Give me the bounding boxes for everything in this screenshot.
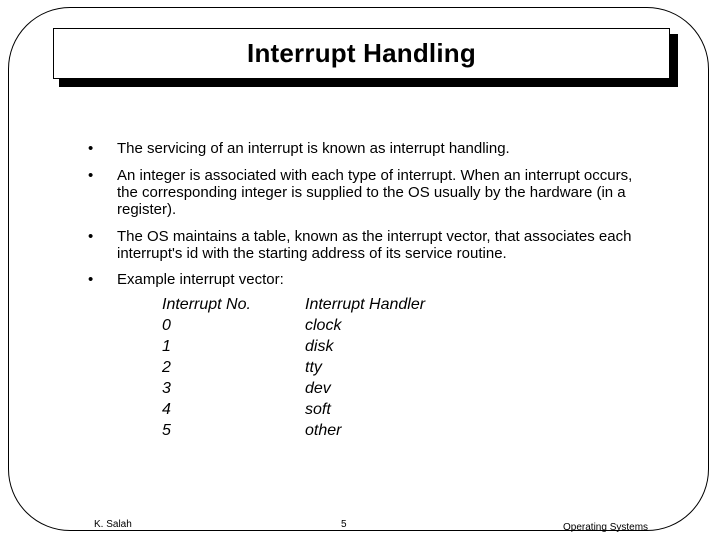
bullet-item [88, 271, 284, 288]
table-cell: 3 [162, 380, 171, 397]
table-cell: disk [305, 338, 334, 355]
bullet-dot-icon: • [88, 228, 94, 245]
footer-page-number: 5 [341, 519, 347, 530]
interrupt-number-column [162, 294, 282, 441]
bullet-text: The servicing of an interrupt is known as interrupt handling. [117, 140, 510, 157]
table-cell: 0 [162, 317, 171, 334]
table-cell: 5 [162, 422, 171, 439]
table-cell: dev [305, 380, 331, 397]
table-cell: 4 [162, 401, 171, 418]
title-box [53, 28, 670, 79]
interrupt-handler-column [305, 294, 465, 441]
table-cell: 2 [162, 359, 171, 376]
table-cell: 1 [162, 338, 171, 355]
bullet-text: Example interrupt vector: [117, 271, 284, 288]
table-cell: tty [305, 359, 322, 376]
table-cell: other [305, 422, 342, 439]
bullet-item [88, 167, 637, 218]
slide-title: Interrupt Handling [247, 38, 476, 68]
footer-author: K. Salah [94, 519, 132, 530]
bullet-dot-icon: • [88, 140, 94, 157]
bullet-dot-icon: • [88, 271, 94, 288]
bullet-dot-icon: • [88, 167, 94, 184]
table-header: Interrupt No. [162, 296, 251, 313]
bullet-item [88, 140, 510, 157]
footer-course: Operating Systems [563, 522, 649, 533]
table-header: Interrupt Handler [305, 296, 426, 313]
table-cell: soft [305, 401, 331, 418]
bullet-text: The OS maintains a table, known as the interrupt vector, that associates each interrupt's id with the starting address of its service routine. [117, 228, 632, 262]
bullet-item [88, 228, 677, 262]
table-cell: clock [305, 317, 342, 334]
bullet-text: An integer is associated with each type of interrupt. When an interrupt occurs, the corresponding integer is supplied to the OS usually by the hardware (in a register). [117, 167, 633, 218]
